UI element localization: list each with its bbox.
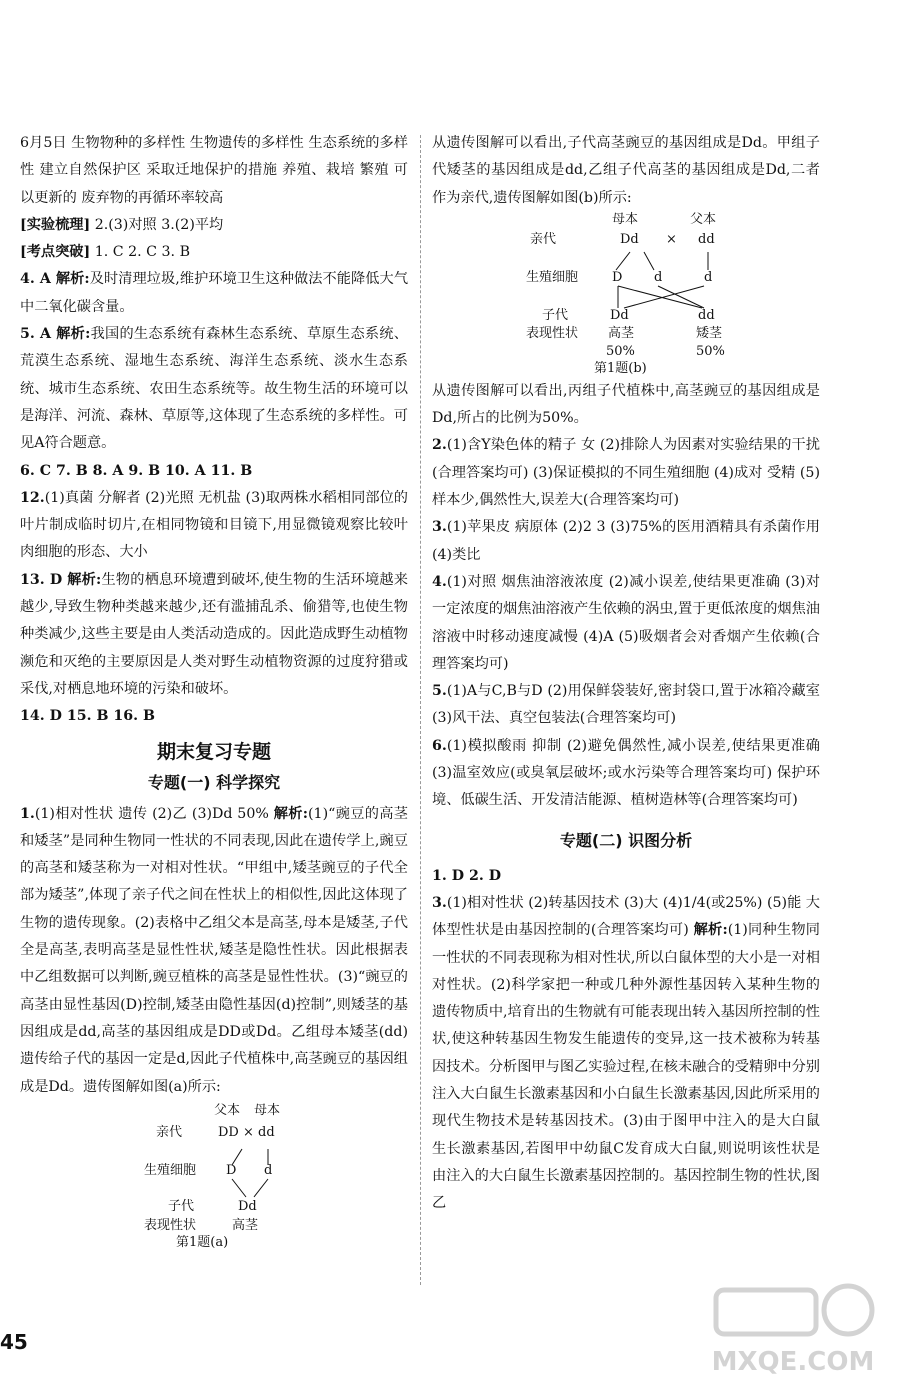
figure-caption: 第1题(b) (594, 360, 647, 376)
answer-paragraph: 从遗传图解可以看出,子代高茎豌豆的基因组成是Dd。甲组子代矮茎的基因组成是dd,乙组子代高茎的基因组成是Dd,二者作为亲代,遗传图解如图(b)所示: (432, 135, 820, 206)
answer-paragraph (20, 239, 408, 266)
answer-paragraph (432, 569, 820, 678)
left-column (20, 130, 408, 1251)
gamete-D: D (226, 1162, 237, 1178)
answer-paragraph (432, 863, 820, 890)
question-number: 12. (20, 489, 45, 506)
parent-label: 亲代 (156, 1124, 183, 1140)
answer-text: (1)含Y染色体的精子 女 (2)排除人为因素对实验结果的干扰(合理答案均可) (3)保证模拟的不同生殖细胞 (4)成对 受精 (5)样本少,偶然性大,误差大(合理答案均可) (432, 437, 820, 509)
page-number: 45 (0, 1330, 28, 1354)
answer-paragraph (432, 432, 820, 514)
child1-gene: Dd (610, 307, 629, 323)
section-title: 期末复习专题 (156, 740, 271, 763)
answer-paragraph (20, 212, 408, 239)
answer-text: 1. C 2. C 3. B (94, 244, 190, 261)
cross-symbol: × (666, 231, 677, 247)
answer-paragraph (20, 266, 408, 321)
trait-label: 表现性状 (526, 325, 579, 341)
answer-text: (1)对照 烟焦油溶液浓度 (2)减小误差,使结果更准确 (3)对一定浓度的烟焦油溶液产生依赖的涡虫,置于更低浓度的烟焦油溶液中时移动速度减慢 (4)A (5)吸烟者会对香烟产生依赖(合理答案均可) (432, 573, 820, 672)
question-number: 3. (432, 519, 447, 536)
answer-paragraph (20, 703, 408, 730)
father-label: 父本 (214, 1102, 241, 1118)
question-number: 4. A 解析: (20, 271, 90, 288)
answer-paragraph (20, 458, 408, 485)
child2-trait: 矮茎 (696, 325, 723, 341)
answer-paragraph (432, 890, 820, 1218)
column-divider (420, 135, 421, 1285)
analysis-label: 解析: (693, 922, 728, 939)
mother-label: 母本 (254, 1102, 281, 1118)
answer-text: 6. C 7. B 8. A 9. B 10. A 11. B (20, 462, 253, 479)
answer-text: (1)真菌 分解者 (2)光照 无机盐 (3)取两株水稻相同部位的叶片制成临时切片,在相同物镜和目镜下,用显微镜观察比较叶肉细胞的形态、大小 (20, 489, 408, 561)
genetic-diagram-b (432, 212, 820, 378)
gamete-D: D (612, 269, 623, 285)
gamete-label: 生殖细胞 (144, 1162, 197, 1178)
diagram-arrows (20, 1101, 408, 1251)
answer-paragraph (20, 567, 408, 703)
answer-text: 14. D 15. B 16. B (20, 708, 156, 725)
child2-gene: dd (698, 307, 715, 323)
answer-text: (1)相对性状 遗传 (2)乙 (3)Dd 50% (34, 805, 269, 822)
question-number: 6. (432, 737, 447, 754)
answer-text: (1)A与C,B与D (2)用保鲜袋装好,密封袋口,置于冰箱冷藏室 (3)风干法、真空包装法(合理答案均可) (432, 683, 820, 727)
watermark-logo (698, 1270, 888, 1380)
child-label: 子代 (168, 1198, 195, 1214)
answer-paragraph: 从遗传图解可以看出,丙组子代植株中,高茎豌豆的基因组成是Dd,所占的比例为50%。 (432, 382, 820, 427)
answer-paragraph (20, 801, 408, 1101)
father-gene: dd (698, 231, 715, 247)
subsection-title: 专题(二) 识图分析 (559, 830, 693, 850)
child1-percent: 50% (606, 343, 635, 359)
child-label: 子代 (542, 307, 569, 323)
watermark-text: MXQE.COM (711, 1347, 875, 1377)
subsection-title: 专题(一) 科学探究 (147, 772, 281, 792)
answer-text: 及时清理垃圾,维护环境卫生这种做法不能降低大气中二氧化碳含量。 (20, 271, 409, 315)
answer-paragraph (432, 733, 820, 815)
genetic-diagram-a (20, 1101, 408, 1251)
child1-trait: 高茎 (608, 325, 635, 341)
mother-label: 母本 (612, 211, 639, 227)
answer-text: 2.(3)对照 3.(2)平均 (94, 216, 224, 233)
gamete-d: d (654, 269, 663, 285)
right-column (432, 130, 820, 1218)
analysis-label: 解析: (273, 805, 309, 822)
trait-label: 表现性状 (144, 1217, 197, 1233)
question-number: 3. (432, 894, 447, 911)
answer-paragraph (432, 514, 820, 569)
answer-text: 生物的栖息环境遭到破坏,使生物的生活环境越来越少,导致生物种类越来越少,还有滥捕乱杀、偷猎等,也使生物种类减少,这些主要是由人类活动造成的。因此造成野生动植物濒危和灭绝的主要原因是人类对野生动植物资源的过度狩猎或采伐,对栖息地环境的污染和破坏。 (20, 571, 408, 697)
section-tag: [考点突破] (20, 244, 91, 261)
question-number: 4. (432, 573, 447, 590)
figure-caption: 第1题(a) (176, 1234, 229, 1250)
answer-text: (1)相对性状 (2)转基因技术 (3)大 (4)1/4(或25%) (5)能 大体型性状是由基因控制的(合理答案均可) (432, 894, 820, 939)
answer-paragraph (432, 678, 820, 733)
parent-label: 亲代 (530, 231, 557, 247)
answer-text: (1)“豌豆的高茎和矮茎”是同种生物同一性状的不同表现,因此在遗传学上,豌豆的高茎和矮茎称为一对相对性状。“甲组中,矮茎豌豆的子代全部为矮茎”,体现了亲子代之间在性状上的相似性,因此这体现了生物的遗传现象。(2)表格中乙组父本是高茎,母本是矮茎,子代全是高茎,表明高茎是显性性状,矮茎是隐性性状。因此根据表中乙组数据可以判断,豌豆植株的高茎是显性性状。(3)“豌豆的高茎由显性基因(D)控制,矮茎由隐性基因(d)控制”,则矮茎的基因组成是dd,高茎的基因组成是DD或Dd。乙组母本矮茎(dd)遗传给子代的基因一定是d,因此子代植株中,高茎豌豆的基因组成是Dd。遗传图解如图(a)所示: (20, 805, 408, 1095)
child2-percent: 50% (696, 343, 725, 359)
question-number: 5. A 解析: (20, 326, 91, 343)
answer-paragraph: 6月5日 生物物种的多样性 生物遗传的多样性 生态系统的多样性 建立自然保护区 采取迁地保护的措施 养殖、栽培 繁殖 可以更新的 废弃物的再循环率较高 (20, 135, 408, 206)
answer-text: 我国的生态系统有森林生态系统、草原生态系统、荒漠生态系统、湿地生态系统、海洋生态系统、淡水生态系统、城市生态系统、农田生态系统等。故生物生活的环境可以是海洋、河流、森林、草原等,这体现了生态系统的多样性。可见A符合题意。 (20, 326, 408, 452)
answer-paragraph (20, 321, 408, 457)
answer-text: (1)模拟酸雨 抑制 (2)避免偶然性,减小误差,使结果更准确 (3)温室效应(或臭氧层破坏;或水污染等合理答案均可) 保护环境、低碳生活、开发清洁能源、植树造林等(合理答案均可) (432, 737, 820, 809)
question-number: 5. (432, 683, 447, 700)
question-number: 13. D 解析: (20, 571, 102, 588)
answer-text: (1)同种生物同一性状的不同表现称为相对性状,所以白鼠体型的大小是一对相对性状。(2)科学家把一种或几种外源性基因转入某种生物的遗传物质中,培育出的生物就有可能表现出转入基因所控制的性状,使这种转基因生物发生能遗传的变异,这一技术被称为转基因技术。分析图甲与图乙实验过程,在核未融合的受精卵中分别注入大白鼠生长激素基因和小白鼠生长激素基因,因此所采用的现代生物技术是转基因技术。(3)由于图甲中注入的是大白鼠生长激素基因,若图甲中幼鼠C发育成大白鼠,则说明该性状是由注入的大白鼠生长激素基因控制的。基因控制生物的性状,图乙 (432, 922, 820, 1212)
gamete-label: 生殖细胞 (526, 269, 579, 285)
answer-text: (1)苹果皮 病原体 (2)2 3 (3)75%的医用酒精具有杀菌作用 (4)类比 (432, 519, 820, 563)
mother-gene: Dd (620, 231, 639, 247)
answer-paragraph (20, 485, 408, 567)
gamete-d: d (264, 1162, 273, 1178)
father-label: 父本 (690, 211, 717, 227)
parent-genes: DD × dd (218, 1124, 275, 1140)
gamete-d: d (704, 269, 713, 285)
question-number: 1. (20, 805, 35, 822)
question-number: 2. (432, 437, 447, 454)
child-trait: 高茎 (232, 1217, 259, 1233)
answer-text: 1. D 2. D (432, 867, 502, 884)
section-tag: [实验梳理] (20, 216, 91, 233)
child-gene: Dd (238, 1198, 257, 1214)
